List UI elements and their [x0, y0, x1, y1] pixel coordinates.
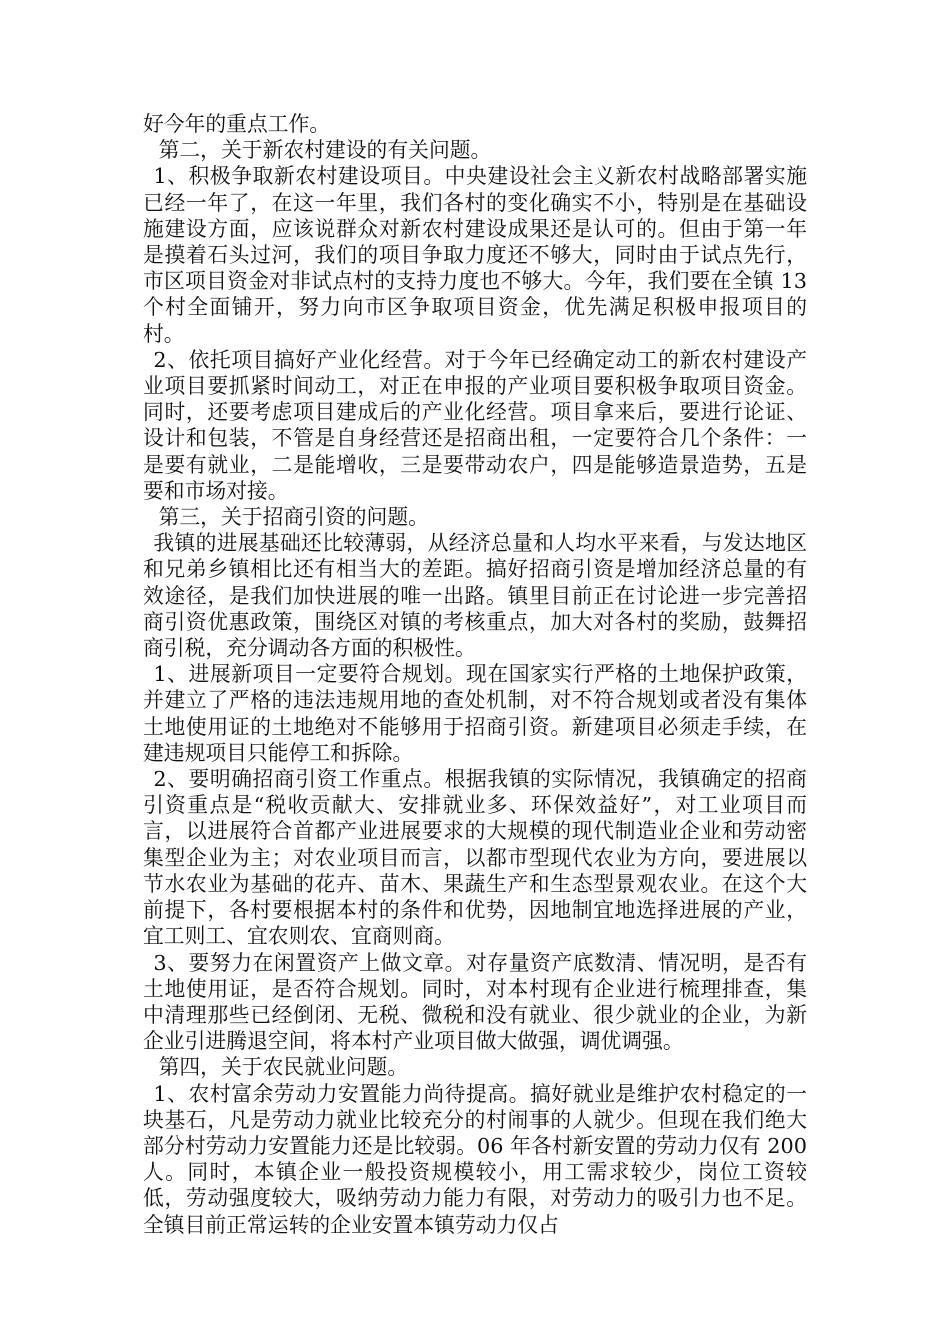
section-heading-2: 第二，关于新农村建设的有关问题。 — [158, 138, 492, 163]
paragraph-3-2: 2、要明确招商引资工作重点。根据我镇的实际情况，我镇确定的招商引资重点是“税收贡献大、安排就业多、环保效益好”，对工业项目而言，以进展符合首都产业进展要求的大规模的现代制造业企业和劳动密集型企业为主；对农业项目而言，以都市型现代农业为方向，要进展以节水农业为基础的花卉、苗木、果蔬生产和生态型景观农业。在这个大前提下，各村要根据本村的条件和优势，因地制宜地选择进展的产业，宜工则工、宜农则农、宜商则商。 — [143, 767, 807, 949]
section-heading-4: 第四，关于农民就业问题。 — [158, 1055, 409, 1080]
paragraph-3-intro: 我镇的进展基础还比较薄弱，从经济总量和人均水平来看，与发达地区和兄弟乡镇相比还有相当大的差距。搞好招商引资是增加经济总量的有效途径，是我们加快进展的唯一出路。镇里目前正在讨论进一步完善招商引资优惠政策，围绕区对镇的考核重点，加大对各村的奖励，鼓舞招商引税，充分调动各方面的积极性。 — [143, 531, 807, 661]
paragraph-3-1: 1、进展新项目一定要符合规划。现在国家实行严格的土地保护政策，并建立了严格的违法违规用地的查处机制，对不符合规划或者没有集体土地使用证的土地绝对不能够用于招商引资。新建项目必须走手续，在建违规项目只能停工和拆除。 — [143, 662, 807, 765]
paragraph-2-1: 1、积极争取新农村建设项目。中央建设社会主义新农村战略部署实施已经一年了，在这一年里，我们各村的变化确实不小，特别是在基础设施建设方面，应该说群众对新农村建设成果还是认可的。但由于第一年是摸着石头过河，我们的项目争取力度还不够大，同时由于试点先行，市区项目资金对非试点村的支持力度也不够大。今年，我们要在全镇 13 个村全面铺开，努力向市区争取项目资金，优先满足积极申报项目的村。 — [143, 164, 807, 346]
paragraph-2-2: 2、依托项目搞好产业化经营。对于今年已经确定动工的新农村建设产业项目要抓紧时间动工，对正在申报的产业项目要积极争取项目资金。同时，还要考虑项目建成后的产业化经营。项目拿来后，要进行论证、设计和包装，不管是自身经营还是招商出租，一定要符合几个条件：一是要有就业，二是能增收，三是要带动农户，四是能够造景造势，五是要和市场对接。 — [143, 347, 807, 503]
paragraph-continuation: 好今年的重点工作。 — [143, 112, 331, 136]
paragraph-3-3: 3、要努力在闲置资产上做文章。对存量资产底数清、情况明，是否有土地使用证，是否符合规划。同时，对本村现有企业进行梳理排查，集中清理那些已经倒闭、无税、微税和没有就业、很少就业的企业，为新企业引进腾退空间，将本村产业项目做大做强，调优调强。 — [143, 950, 807, 1054]
paragraph-4-1: 1、农村富余劳动力安置能力尚待提高。搞好就业是维护农村稳定的一块基石，凡是劳动力就业比较充分的村闹事的人就少。但现在我们绝大部分村劳动力安置能力还是比较弱。06 年各村新安置的劳动力仅有 200 人。同时，本镇企业一般投资规模较小，用工需求较少，岗位工资较低，劳动强度较大，吸纳劳动力能力有限，对劳动力的吸引力也不足。全镇目前正常运转的企业安置本镇劳动力仅占 — [143, 1081, 807, 1237]
section-heading-3: 第三，关于招商引资的问题。 — [158, 505, 429, 530]
document-page — [143, 111, 807, 1238]
